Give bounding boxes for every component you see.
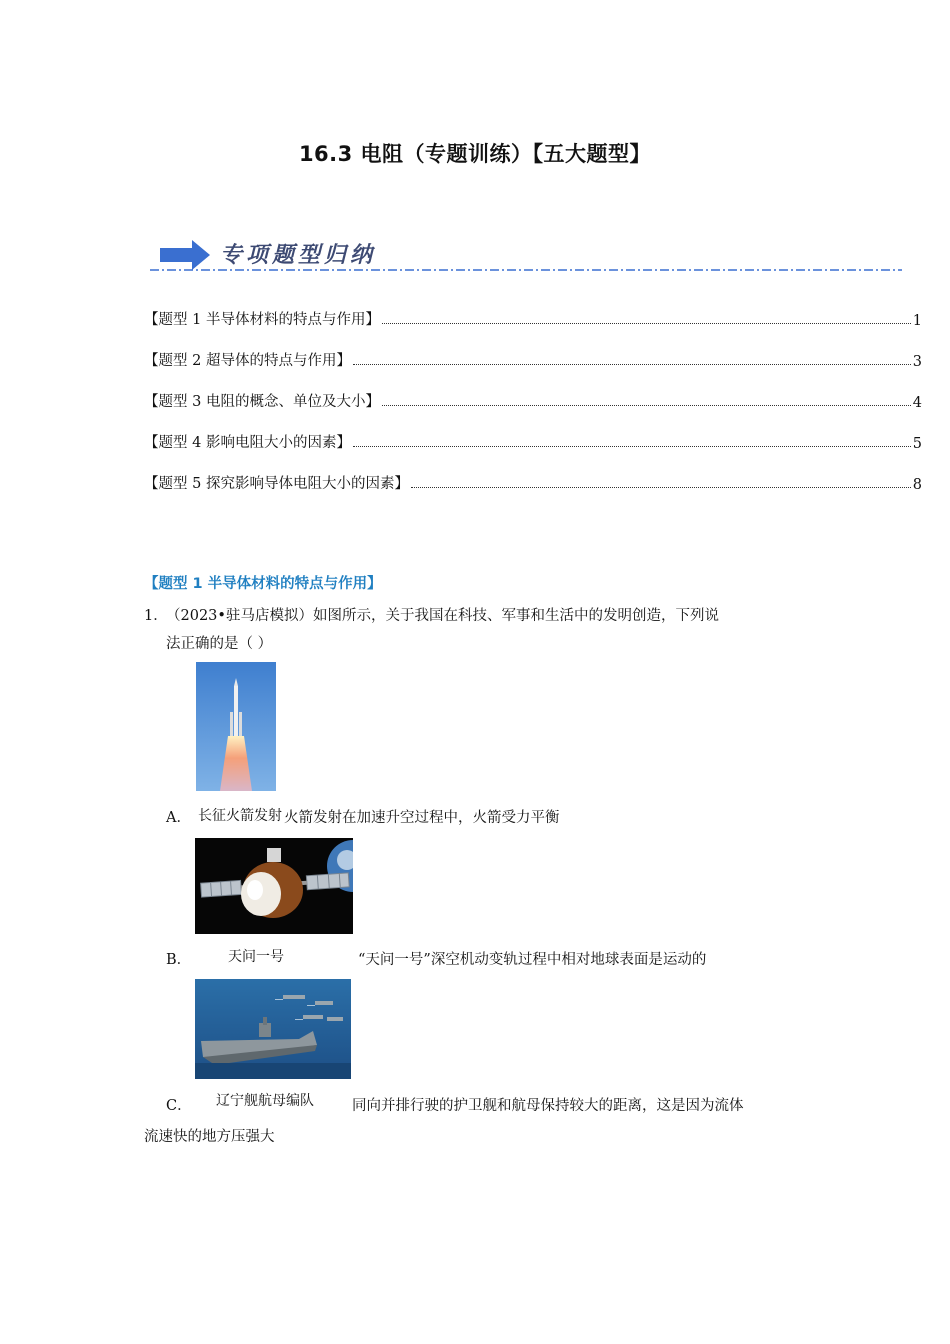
- toc-leader: [411, 487, 911, 488]
- option-a-caption: 长征火箭发射: [198, 808, 282, 824]
- carrier-fleet-image: [195, 979, 351, 1079]
- toc-label: 【题型 1 半导体材料的特点与作用】: [144, 312, 380, 328]
- toc-page: 3: [912, 354, 922, 370]
- option-b-text: “天问一号”深空机动变轨过程中相对地球表面是运动的: [358, 952, 707, 968]
- question-stem: [144, 601, 824, 631]
- toc-leader: [382, 405, 911, 406]
- question-line1: （2023•驻马店模拟）如图所示，关于我国在科技、军事和生活中的发明创造，下列说: [166, 608, 719, 624]
- toc-entry[interactable]: [144, 389, 922, 411]
- toc-page: 4: [912, 395, 922, 411]
- toc-entry[interactable]: [144, 307, 922, 329]
- toc-page: 1: [912, 313, 922, 329]
- toc-entry[interactable]: [144, 348, 922, 370]
- option-a-text: 火箭发射在加速升空过程中，火箭受力平衡: [284, 810, 560, 826]
- question-number: 1．: [144, 608, 168, 624]
- option-a-letter: A．: [166, 810, 191, 826]
- toc-entry[interactable]: [144, 430, 922, 452]
- toc-page: 8: [912, 477, 922, 493]
- banner-title: 专项题型归纳: [220, 243, 377, 268]
- toc-entry[interactable]: [144, 471, 922, 493]
- option-c-letter: C．: [166, 1098, 192, 1114]
- toc-leader: [353, 446, 911, 447]
- arrow-right-icon: [160, 240, 210, 270]
- document-title: 16.3 电阻（专题训练）【五大题型】: [298, 142, 652, 166]
- question-line2: 法正确的是（ ）: [166, 636, 273, 652]
- toc-leader: [382, 323, 911, 324]
- option-c-text: 同向并排行驶的护卫舰和航母保持较大的距离，这是因为流体: [352, 1098, 744, 1114]
- toc-leader: [353, 364, 911, 365]
- option-c-caption: 辽宁舰航母编队: [216, 1093, 314, 1109]
- option-b-caption: 天问一号: [228, 949, 284, 965]
- tianwen-probe-image: [195, 838, 353, 934]
- toc-label: 【题型 3 电阻的概念、单位及大小】: [144, 394, 380, 410]
- toc-label: 【题型 2 超导体的特点与作用】: [144, 353, 351, 369]
- toc-label: 【题型 4 影响电阻大小的因素】: [144, 435, 351, 451]
- rocket-launch-image: [196, 662, 276, 791]
- option-b-letter: B．: [166, 952, 192, 968]
- toc-label: 【题型 5 探究影响导体电阻大小的因素】: [144, 476, 409, 492]
- option-c-text-continued: 流速快的地方压强大: [144, 1129, 275, 1145]
- section-heading: 【题型 1 半导体材料的特点与作用】: [144, 576, 382, 592]
- toc-page: 5: [912, 436, 922, 452]
